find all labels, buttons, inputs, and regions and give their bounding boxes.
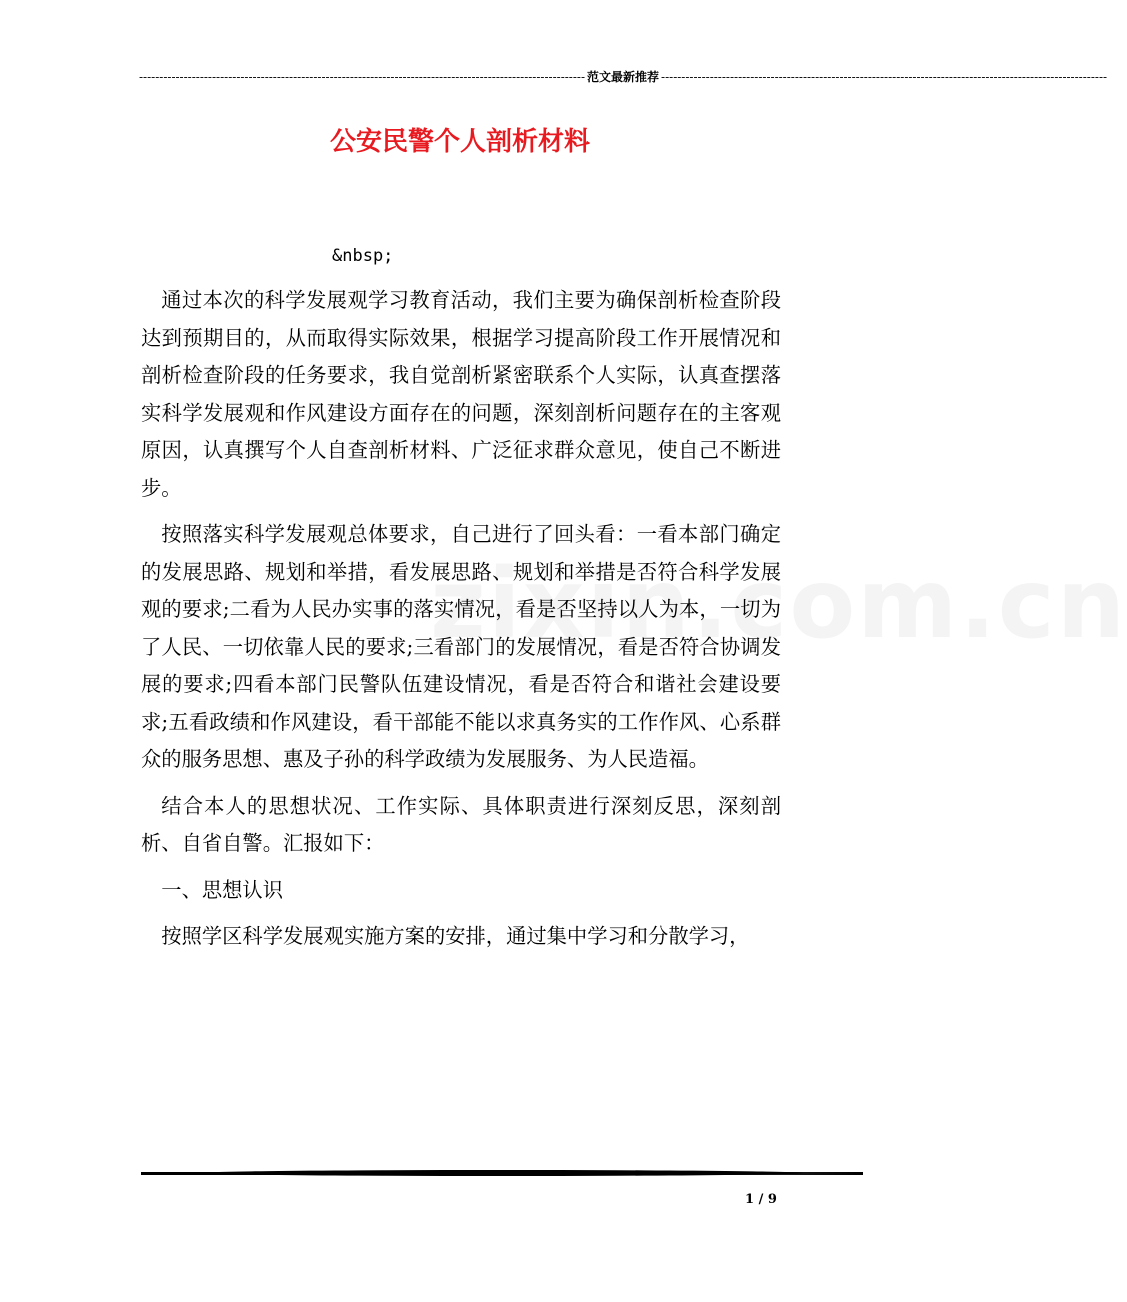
- paragraph: 按照落实科学发展观总体要求，自己进行了回头看：一看本部门确定的发展思路、规划和举措，看发展思路、规划和举措是否符合科学发展观的要求;二看为人民办实事的落实情况，看是否坚持以人为本，一切为了人民、一切依靠人民的要求;三看部门的发展情况，看是否符合协调发展的要求;四看本部门民警队伍建设情况，看是否符合和谐社会建设要求;五看政绩和作风建设，看干部能不能以求真务实的工作作风、心系群众的服务思想、惠及子孙的科学政绩为发展服务、为人民造福。: [141, 522, 781, 771]
- page-number: 1 / 9: [745, 1192, 777, 1207]
- paragraph: 结合本人的思想状况、工作实际、具体职责进行深刻反思，深刻剖析、自省自警。汇报如下：: [141, 793, 781, 855]
- document-title: 公安民警个人剖析材料: [329, 127, 590, 157]
- paragraph: 按照学区科学发展观实施方案的安排，通过集中学习和分散学习，: [161, 924, 750, 948]
- document-body: [141, 282, 781, 965]
- page-header: [139, 67, 1108, 87]
- paragraph: 通过本次的科学发展观学习教育活动，我们主要为确保剖析检查阶段达到预期目的，从而取得实际效果，根据学习提高阶段工作开展情况和剖析检查阶段的任务要求，我自觉剖析紧密联系个人实际，认真查摆落实科学发展观和作风建设方面存在的问题，深刻剖析问题存在的主客观原因，认真撰写个人自查剖析材料、广泛征求群众意见，使自己不断进步。: [141, 288, 781, 500]
- header-text: 范文最新推荐: [587, 70, 660, 84]
- header-dashes-left: --------------------------------------------------------------------------------------------------------------: [139, 70, 586, 84]
- nbsp-text: &nbsp;: [332, 246, 394, 266]
- header-dashes-right: --------------------------------------------------------------------------------------------------------------: [661, 70, 1108, 84]
- section-heading: 一、思想认识: [161, 877, 283, 902]
- footer-divider: [141, 1172, 863, 1175]
